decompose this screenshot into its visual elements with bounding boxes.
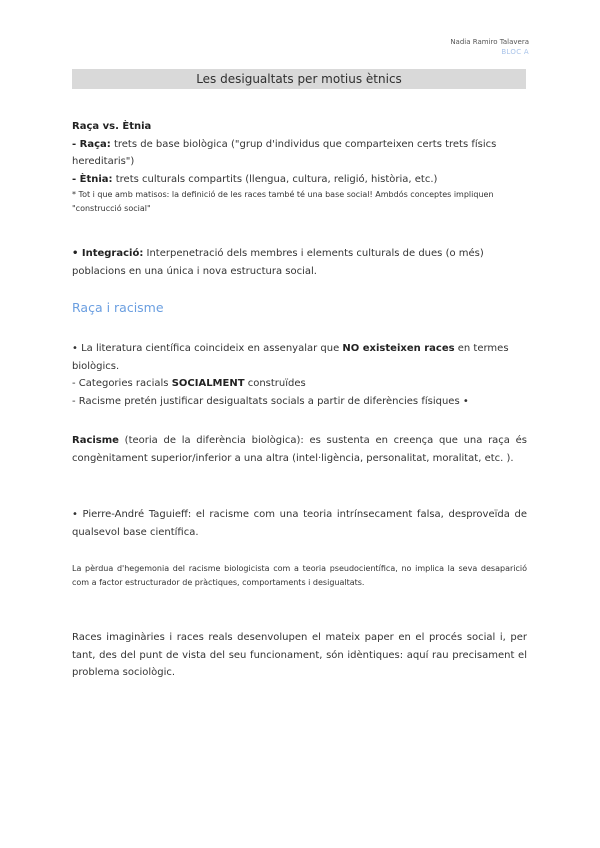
hegemonia-paragraph: La pèrdua d'hegemonia del racisme biologicista com a teoria pseudocientífica, no implica la seva desaparició com a factor estructurador de pràctiques, comportaments i desigualtats. bbox=[72, 564, 527, 587]
author-name: Nadia Ramiro Talavera bbox=[450, 38, 529, 46]
integracio-text: Interpenetració dels membres i elements culturals de dues (o més) poblacions en una única i nova estructura social. bbox=[72, 248, 484, 277]
conclusio-paragraph: Races imaginàries i races reals desenvolupen el mateix paper en el procés social i, per tant, des del punt de vista del seu funcionament, són idèntiques: aquí rau precisament el problema sociològic. bbox=[72, 632, 527, 678]
page-header bbox=[450, 37, 529, 57]
racisme-bullets bbox=[72, 340, 527, 410]
etnia-text: trets culturals compartits (llengua, cultura, religió, història, etc.) bbox=[112, 173, 438, 185]
raca-etnia-heading: Raça vs. Ètnia bbox=[72, 121, 152, 132]
bullet-justificar: - Racisme pretén justificar desigualtats socials a partir de diferències físiques • bbox=[72, 395, 469, 407]
footnote: * Tot i que amb matisos: la definició de les races també té una base social! Ambdós conceptes impliquen "construcció social" bbox=[72, 190, 494, 213]
racisme-text: (teoria de la diferència biològica): es sustenta en creença que una raça és congènitament superior/inferior a una altra (intel·ligència, personalitat, moralitat, etc. ). bbox=[72, 435, 527, 464]
bullet-text: construïdes bbox=[244, 378, 306, 389]
bullet-text: - Categories racials bbox=[72, 378, 172, 389]
bold-no-races: NO existeixen races bbox=[342, 343, 455, 354]
etnia-label: - Ètnia: bbox=[72, 173, 113, 185]
section-title: Raça i racisme bbox=[72, 300, 164, 315]
raca-definition bbox=[72, 136, 527, 171]
racisme-label: Racisme bbox=[72, 435, 119, 446]
bloc-label: BLOC A bbox=[501, 48, 529, 56]
raca-text: trets de base biològica ("grup d'individus que comparteixen certs trets físics hereditaris") bbox=[72, 138, 497, 167]
bullet-text: • La literatura científica coincideix en assenyalar que bbox=[72, 343, 343, 354]
page-title: Les desigualtats per motius ètnics bbox=[72, 69, 526, 89]
taguieff-paragraph: • Pierre-André Taguieff: el racisme com una teoria intrínsecament falsa, desproveïda de qualsevol base científica. bbox=[72, 509, 527, 538]
bullet-categories bbox=[72, 375, 527, 393]
integracio-label: • Integració: bbox=[72, 248, 144, 259]
integracio-paragraph bbox=[72, 245, 527, 280]
raca-etnia-block bbox=[72, 118, 527, 216]
racisme-paragraph bbox=[72, 432, 527, 467]
raca-label: - Raça: bbox=[72, 138, 111, 150]
bold-socialment: SOCIALMENT bbox=[171, 378, 245, 389]
bullet-no-races bbox=[72, 340, 527, 375]
etnia-definition bbox=[72, 171, 527, 189]
bullet-text: en termes biològics. bbox=[72, 343, 509, 372]
